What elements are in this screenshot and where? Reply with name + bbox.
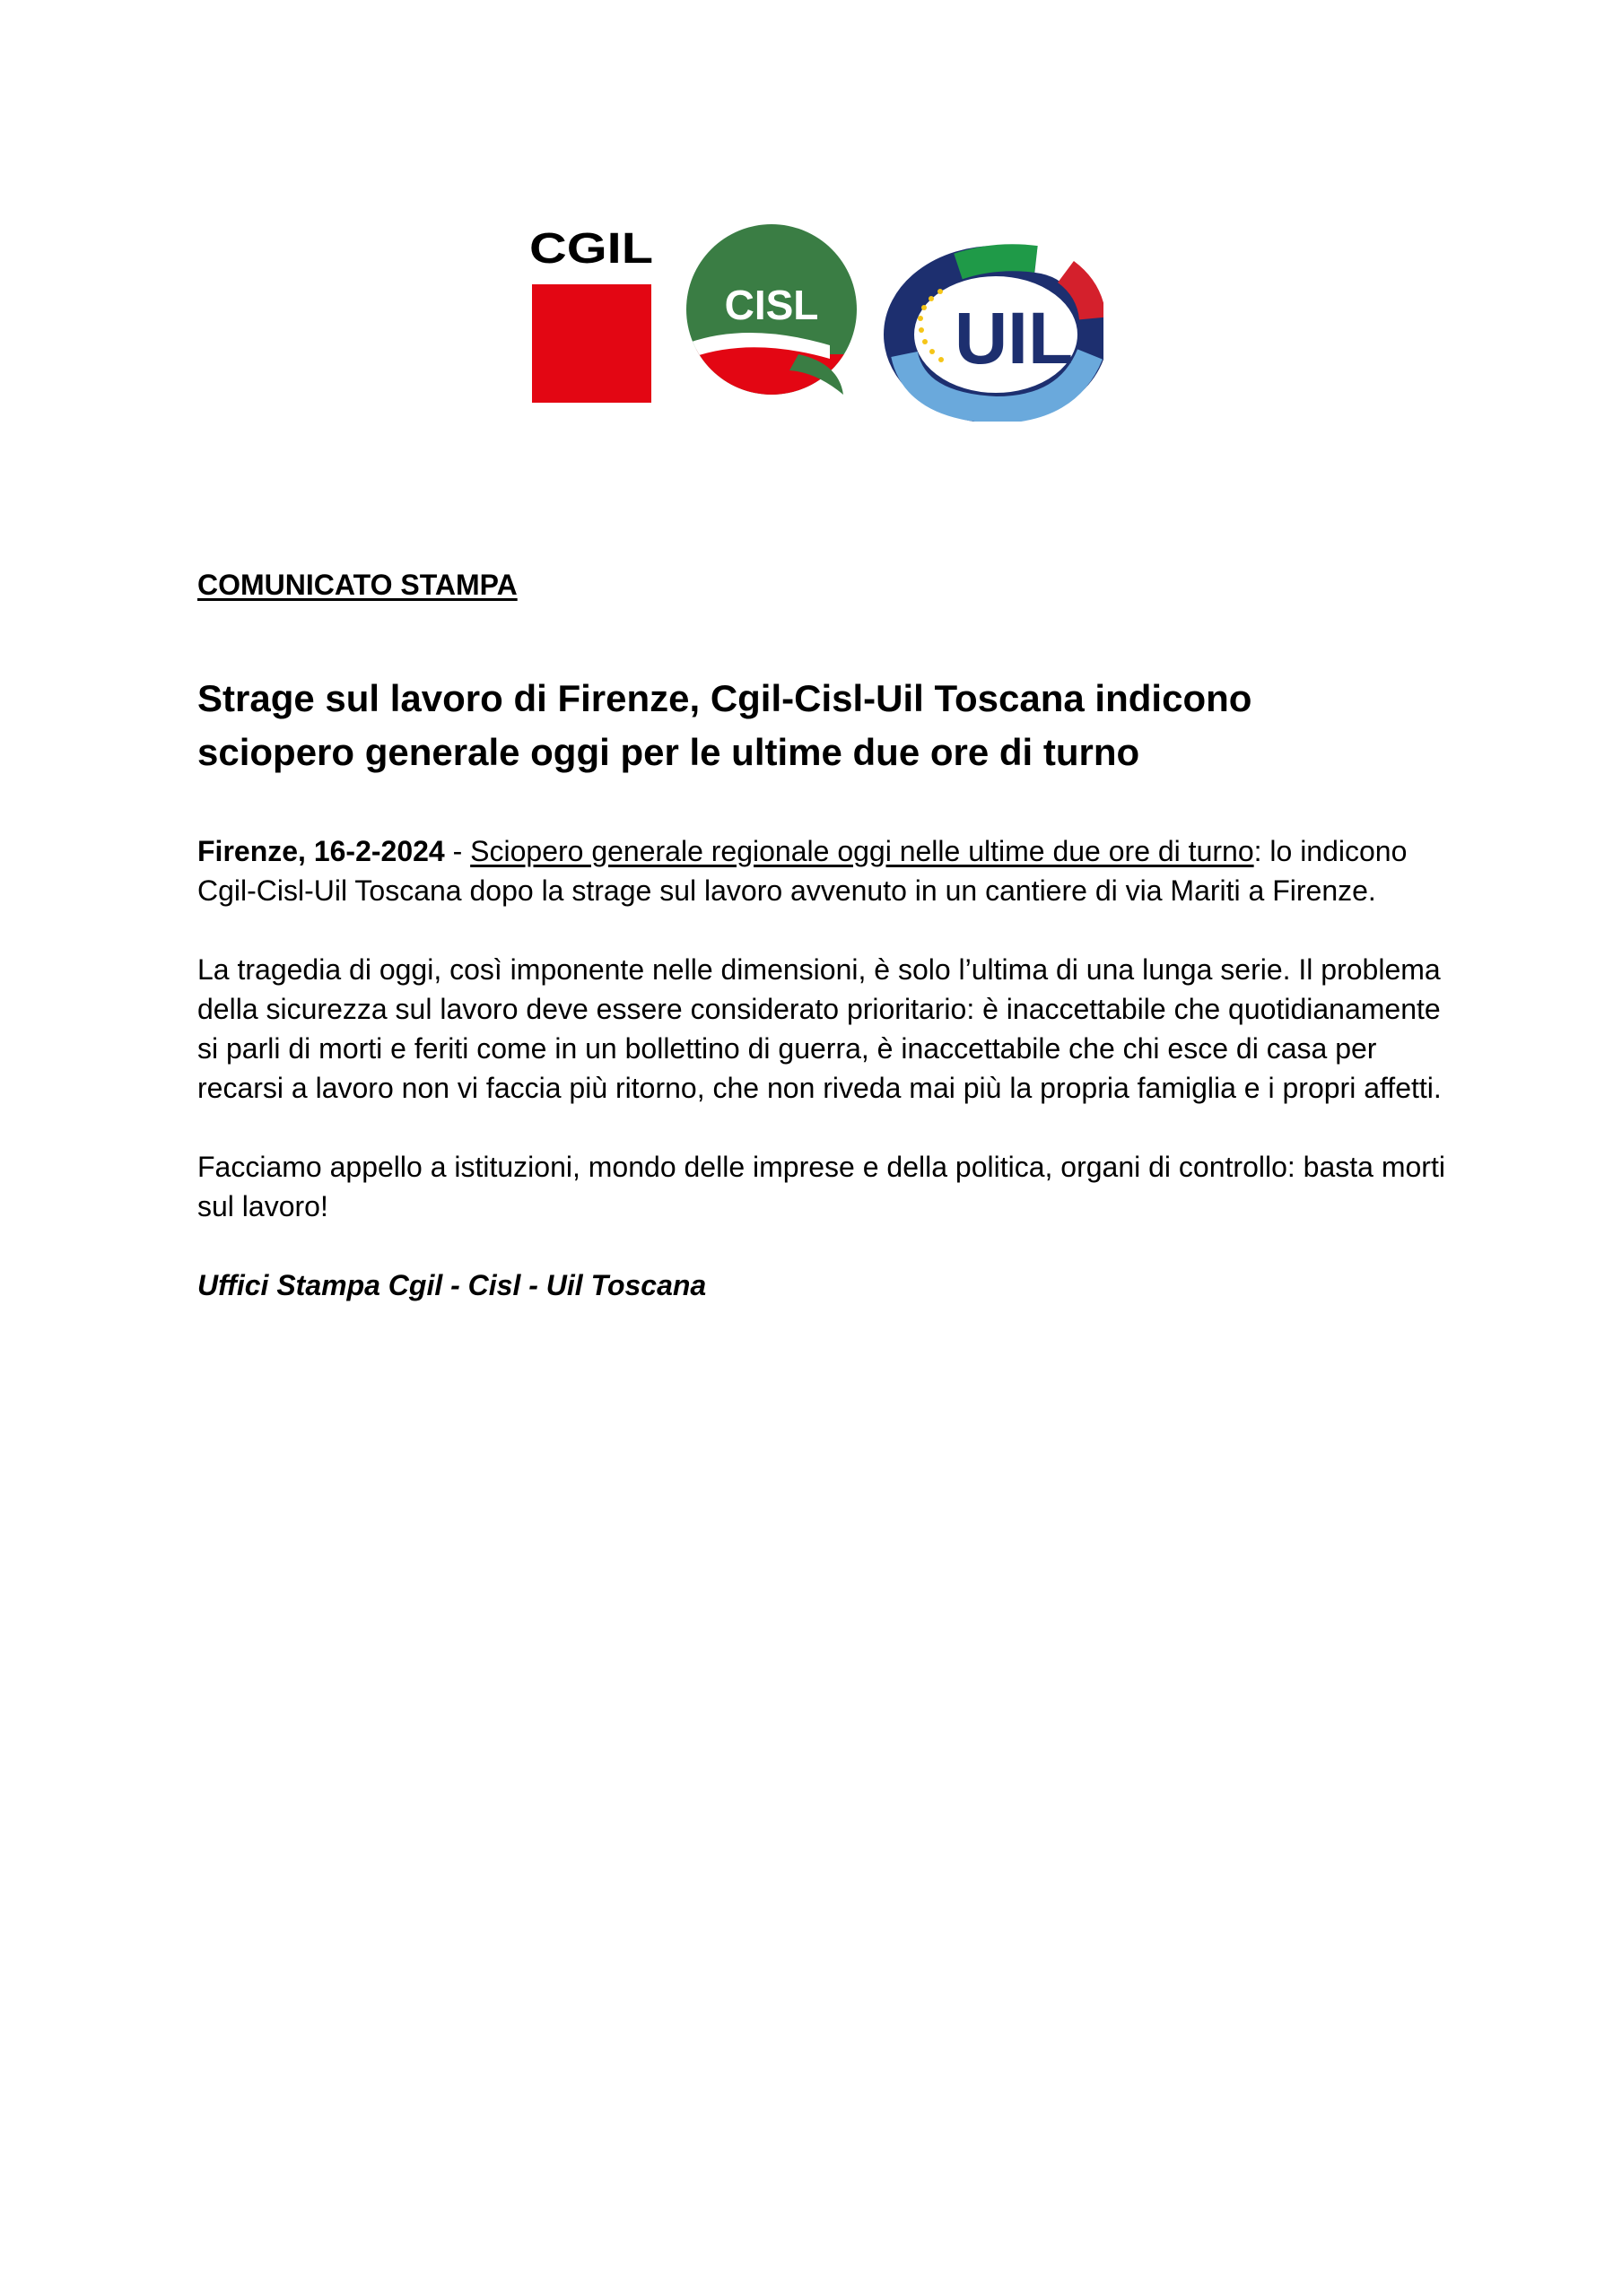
intro-rest: : lo indicono Cgil-Cisl-Uil Toscana dopo la strage sul lavoro avvenuto in un cantiere di via Mariti a Firenze. bbox=[197, 835, 1408, 907]
dateline-separator: - bbox=[444, 835, 471, 867]
signature: Uffici Stampa Cgil - Cisl - Uil Toscana bbox=[197, 1269, 707, 1301]
union-logos-graphic bbox=[529, 220, 1103, 422]
cisl-logo bbox=[682, 224, 861, 422]
uil-logo bbox=[899, 257, 1093, 410]
cgil-logo bbox=[529, 225, 653, 403]
paragraph-intro bbox=[197, 831, 1449, 910]
cgil-logo-text: CGIL bbox=[529, 225, 653, 273]
uil-logo-text: UIL bbox=[954, 298, 1074, 379]
cgil-red-square bbox=[532, 284, 651, 403]
strike-announcement: Sciopero generale regionale oggi nelle ultime due ore di turno bbox=[470, 835, 1254, 867]
headline: Strage sul lavoro di Firenze, Cgil-Cisl-Uil Toscana indicono sciopero generale oggi per le ultime due ore di turno bbox=[197, 677, 1252, 773]
paragraph-appeal: Facciamo appello a istituzioni, mondo delle imprese e della politica, organi di controllo: basta morti sul lavoro! bbox=[197, 1151, 1445, 1222]
press-release bbox=[197, 565, 1453, 1305]
dateline: Firenze, 16-2-2024 bbox=[197, 835, 445, 867]
union-logos bbox=[529, 220, 1103, 422]
paragraph-tragedy: La tragedia di oggi, così imponente nelle dimensioni, è solo l’ultima di una lunga serie. Il problema della sicurezza sul lavoro deve essere considerato prioritario: è inaccettabile che quotidianamente si parli di morti e feriti come in un bollettino di guerra, è inaccettabile che chi esce di casa per recarsi a lavoro non vi faccia più ritorno, che non riveda mai più la propria famiglia e i propri affetti. bbox=[197, 953, 1442, 1104]
cisl-logo-text: CISL bbox=[724, 282, 819, 328]
document-label: COMUNICATO STAMPA bbox=[197, 569, 518, 601]
